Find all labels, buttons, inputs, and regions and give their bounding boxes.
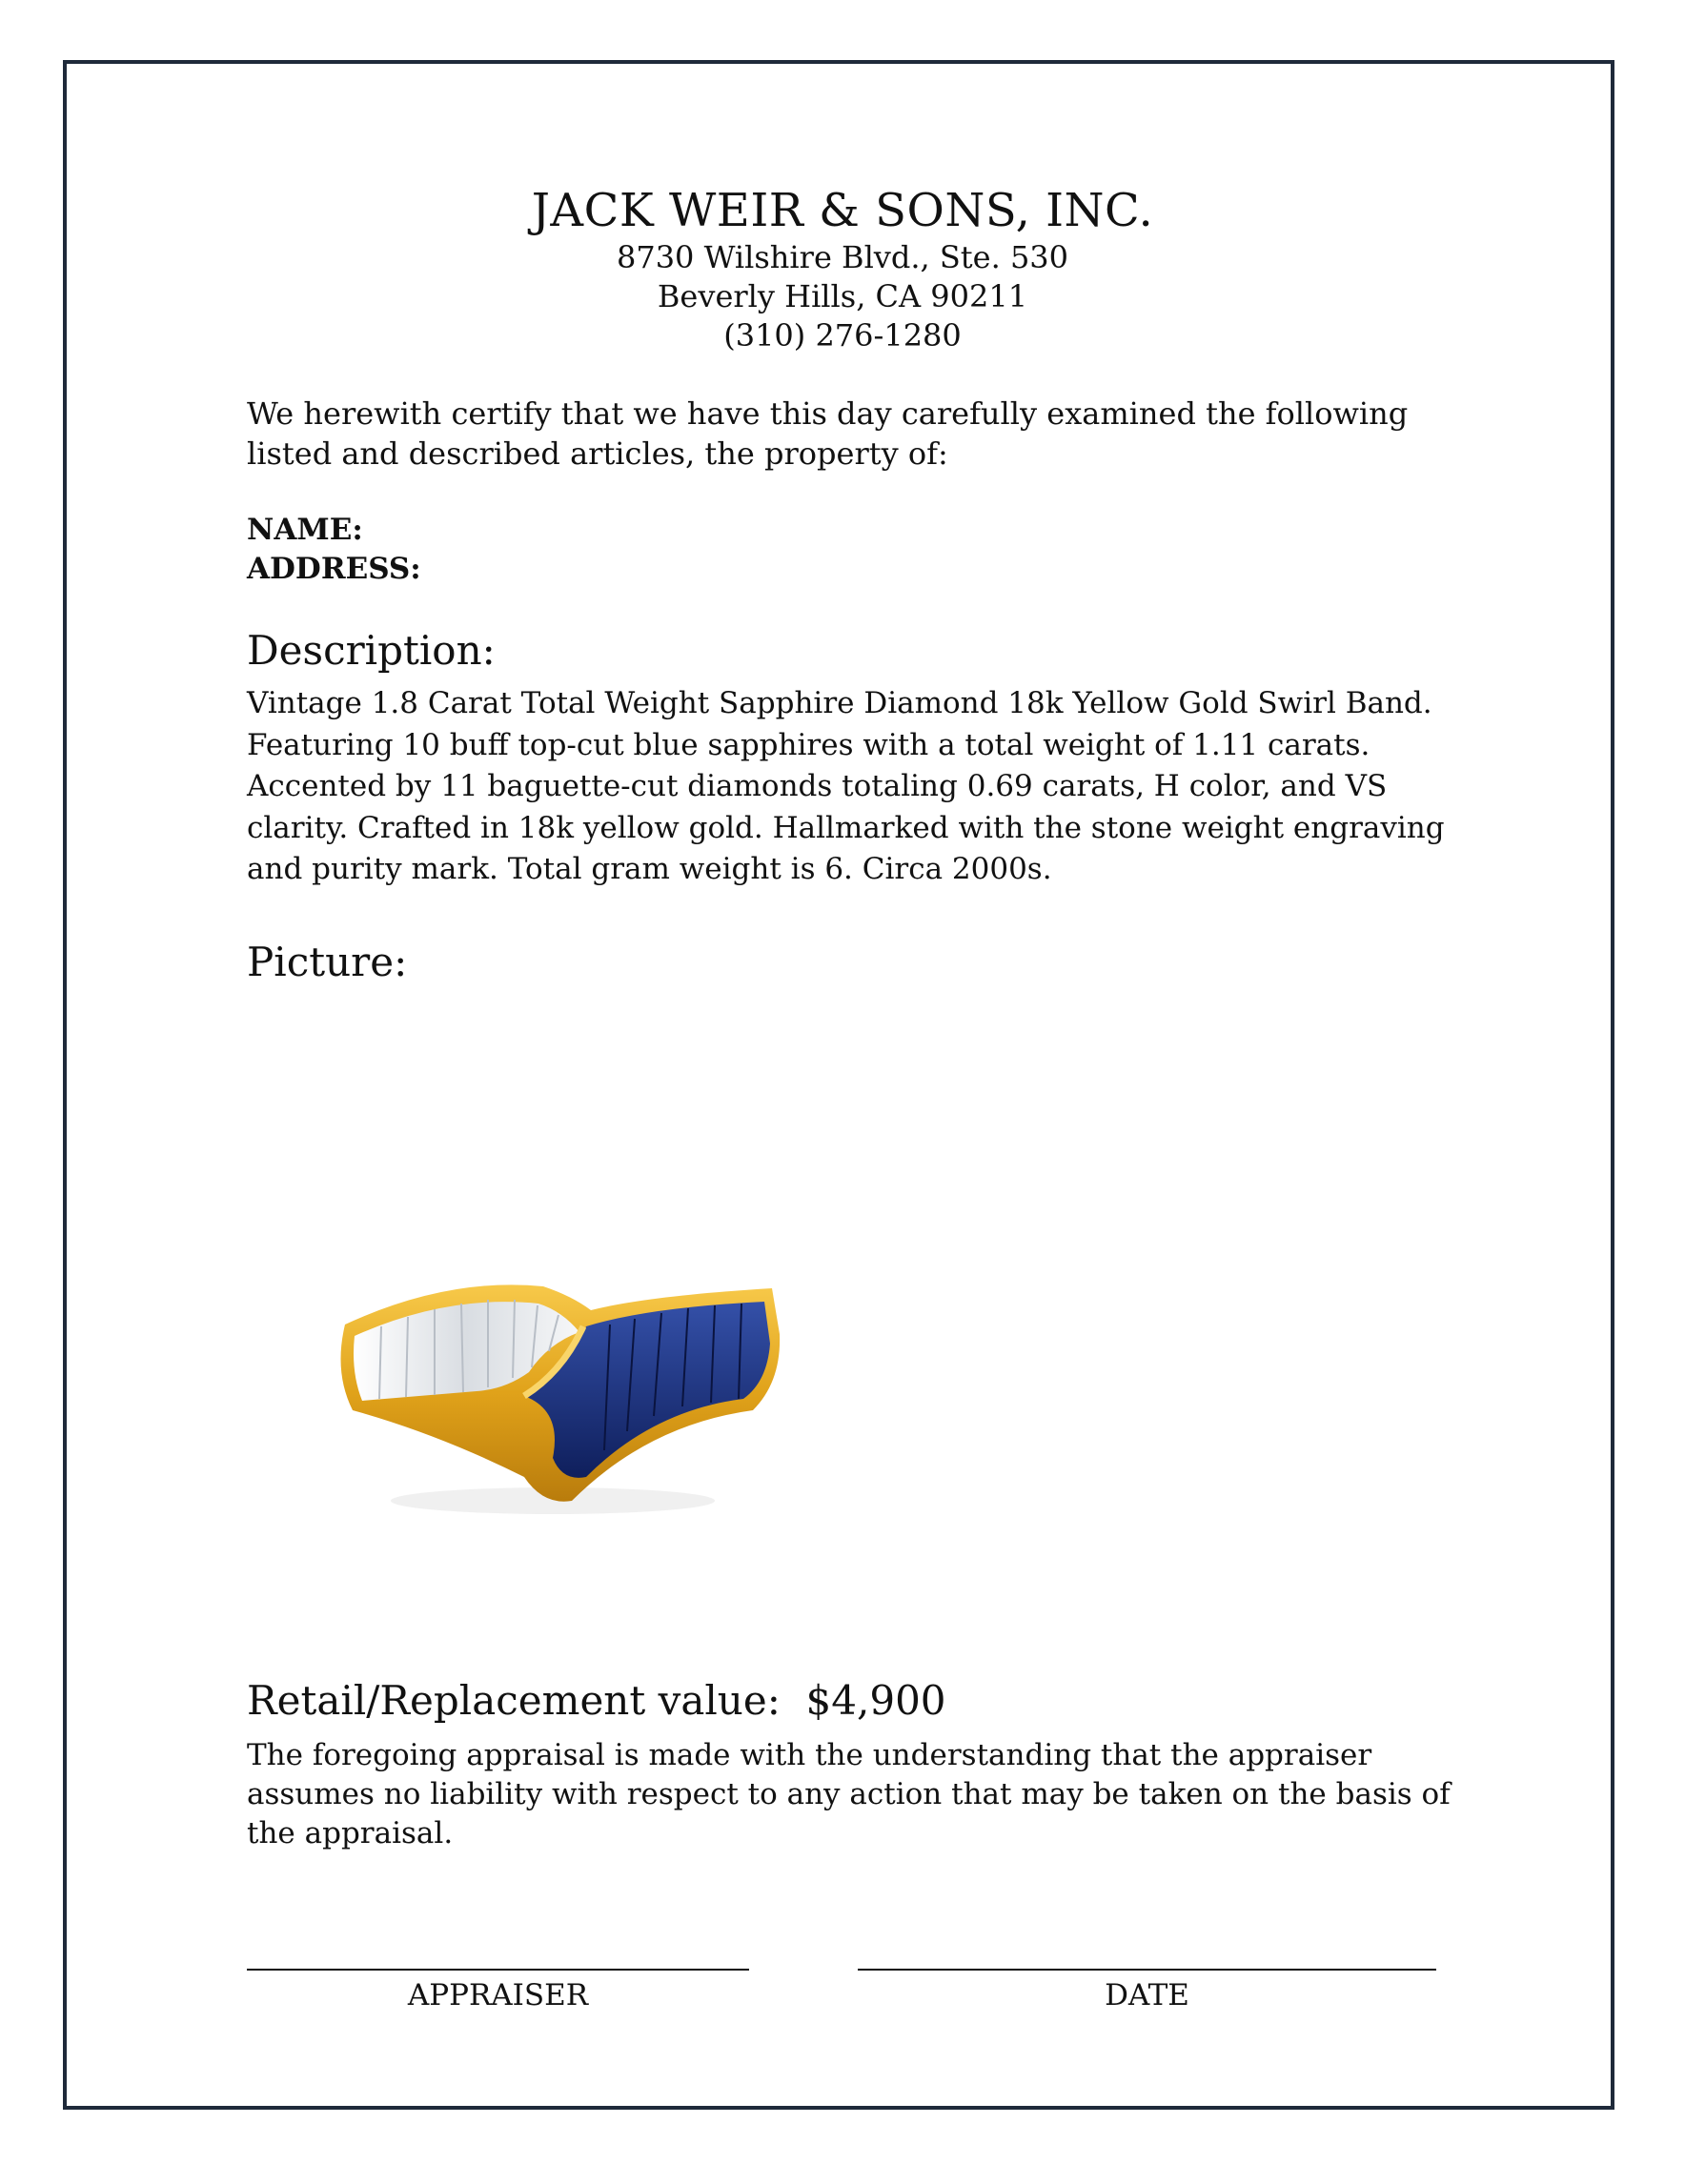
- retail-value-label: Retail/Replacement value:: [247, 1677, 781, 1724]
- company-address-line1: 8730 Wilshire Blvd., Ste. 530: [616, 239, 1069, 275]
- company-address-line2: Beverly Hills, CA 90211: [657, 278, 1028, 314]
- disclaimer-text: The foregoing appraisal is made with the understanding that the appraiser assumes no liability with respect to any action that may be taken on the basis of the appraisal.: [247, 1738, 1451, 1850]
- owner-address-label: ADDRESS:: [247, 552, 421, 586]
- company-name: JACK WEIR & SONS, INC.: [531, 184, 1154, 237]
- ring-photo: [334, 1220, 791, 1528]
- certification-statement: We herewith certify that we have this day carefully examined the following listed and described articles, the property of:: [247, 395, 1409, 472]
- retail-value-amount: $4,900: [805, 1677, 946, 1724]
- description-text: Vintage 1.8 Carat Total Weight Sapphire Diamond 18k Yellow Gold Swirl Band. Featuring 10 buff top-cut blue sapphires with a total weight of 1.11 carats. Accented by 11 baguette-cut diamonds totaling 0.69 carats, H color, and VS clarity. Crafted in 18k yellow gold. Hallmarked with the stone weight engraving and purity mark. Total gram weight is 6. Circa 2000s.: [247, 686, 1445, 886]
- appraiser-label: APPRAISER: [407, 1978, 589, 2012]
- description-heading: Description:: [247, 627, 496, 674]
- date-label: DATE: [1105, 1978, 1189, 2012]
- picture-heading: Picture:: [247, 939, 408, 985]
- appraiser-signature-line: [247, 1969, 749, 1971]
- owner-name-label: NAME:: [247, 513, 363, 547]
- date-signature-line: [858, 1969, 1436, 1971]
- company-phone: (310) 276-1280: [723, 317, 962, 354]
- retail-value: [247, 1677, 1457, 1724]
